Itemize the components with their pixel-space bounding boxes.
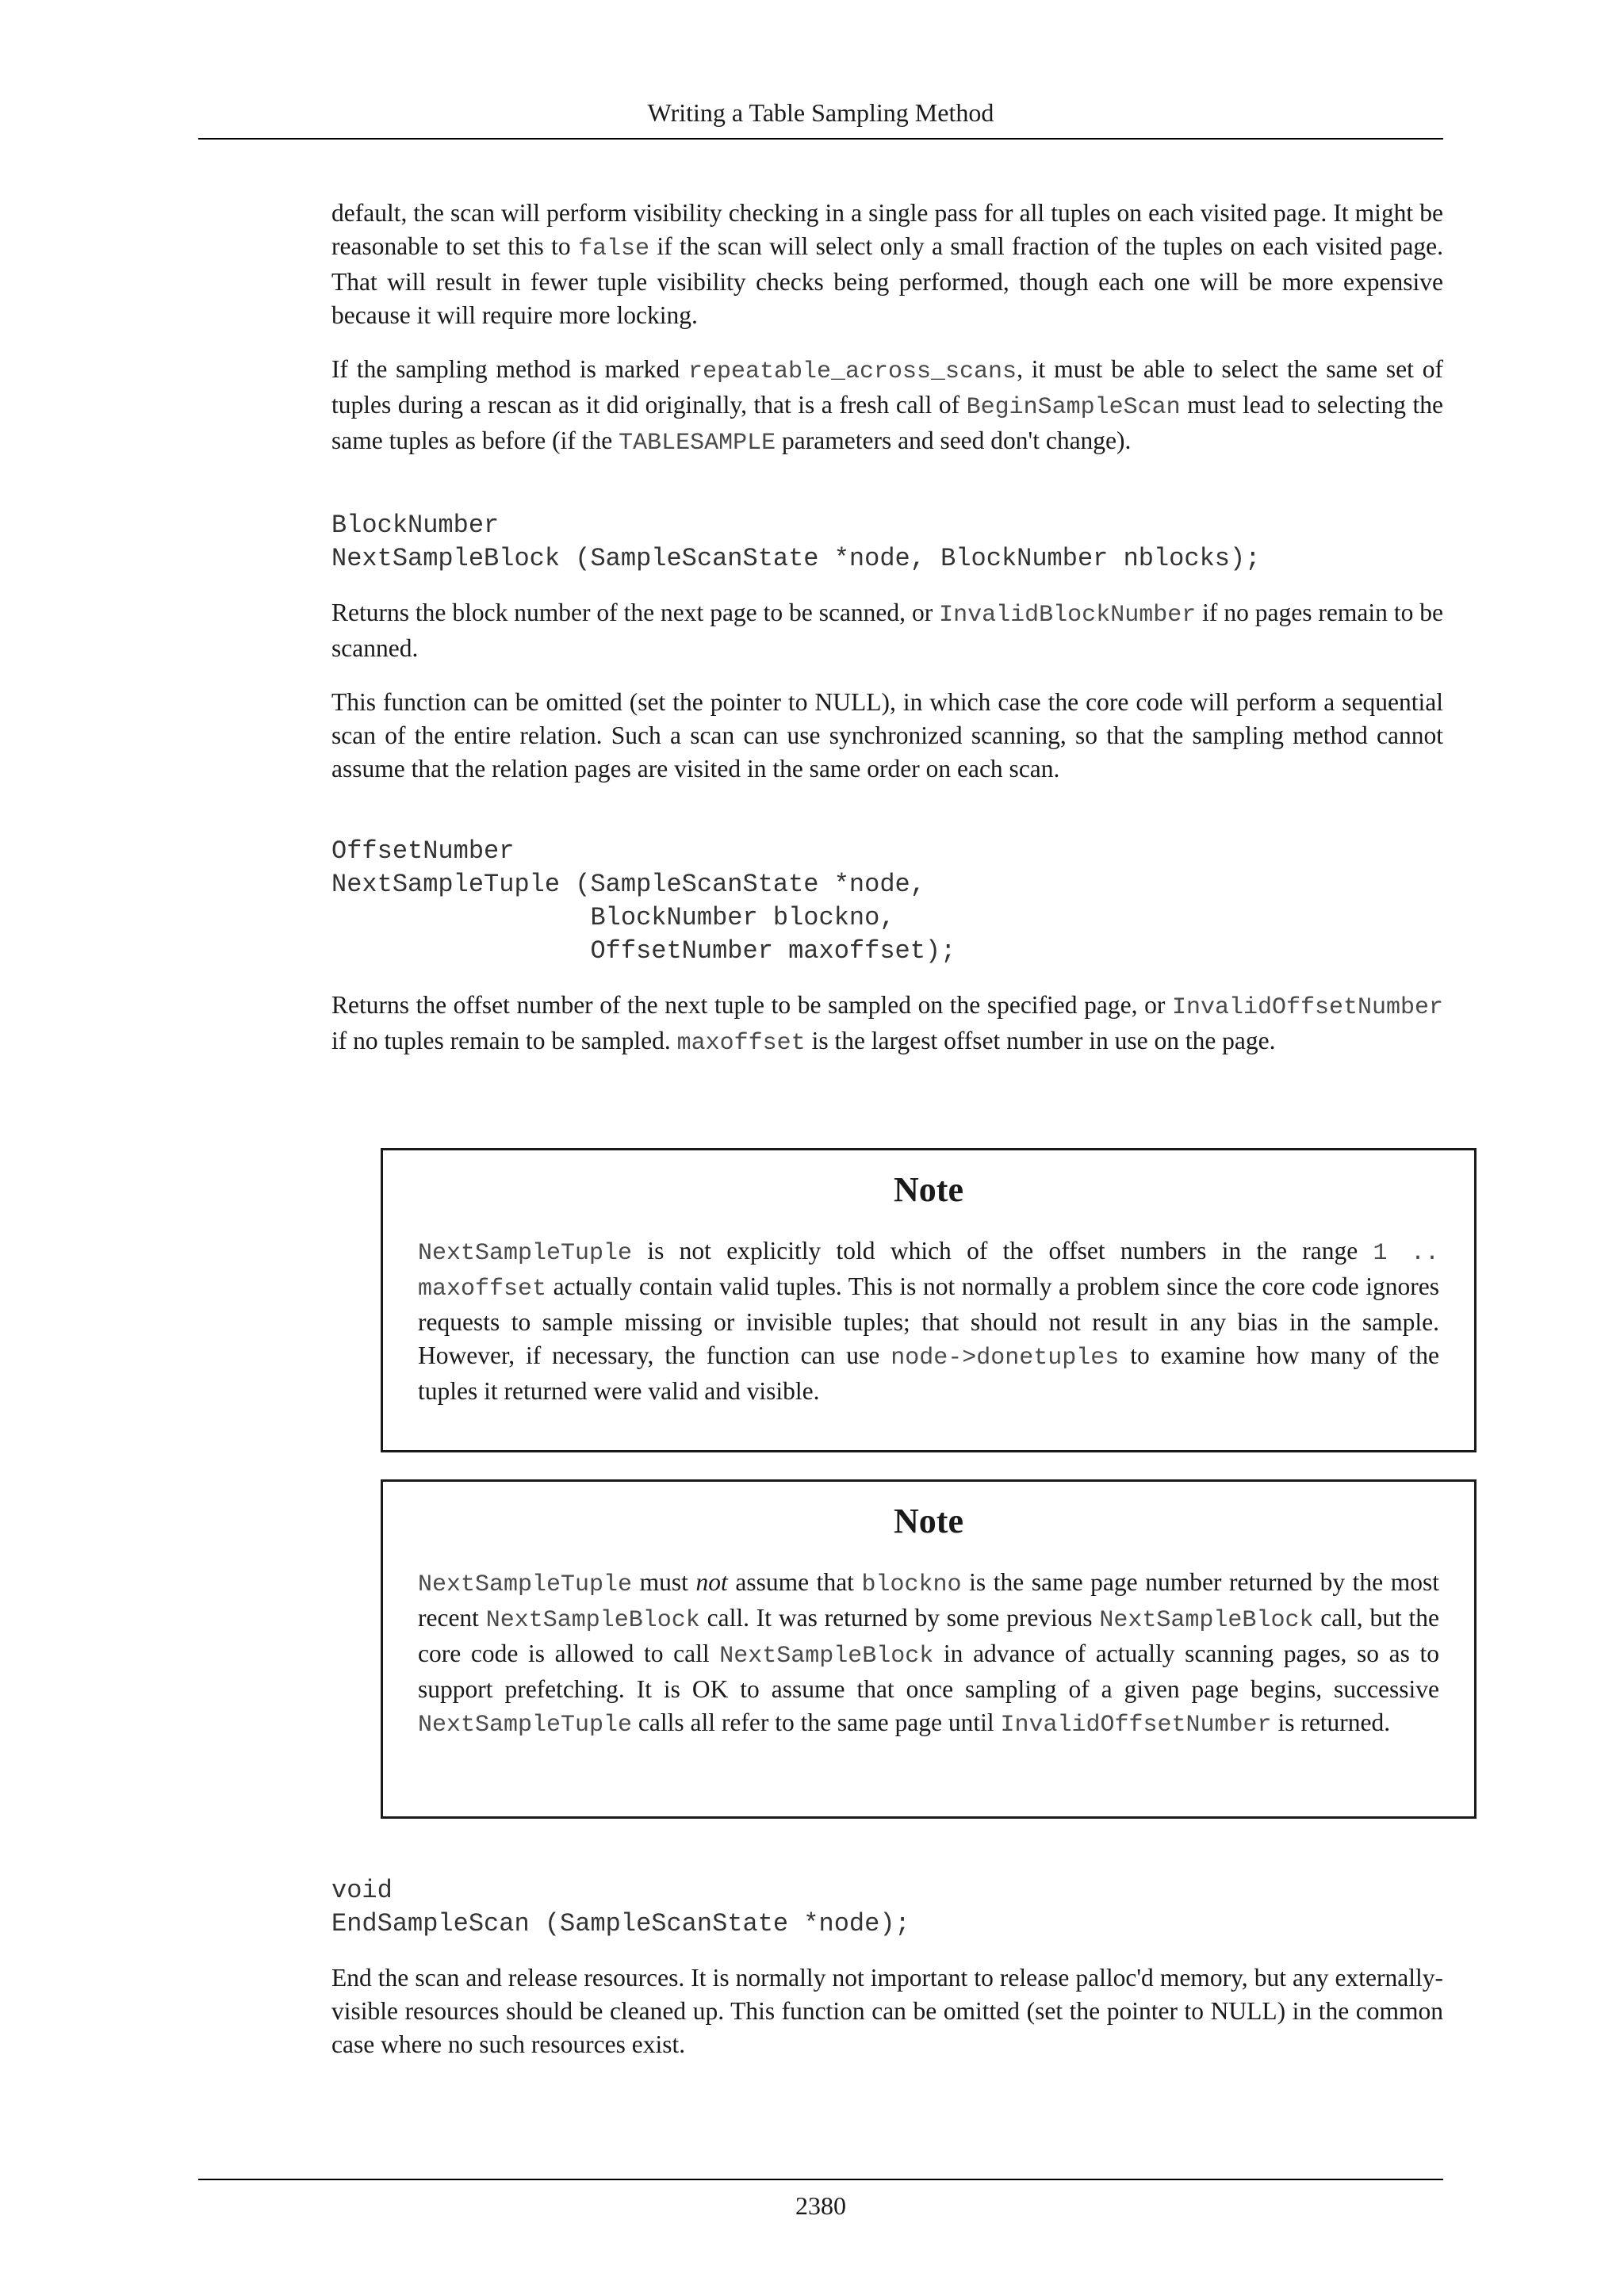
text-run: is returned. <box>1271 1709 1391 1736</box>
code-tablesample: TABLESAMPLE <box>619 430 776 457</box>
text-run: parameters and seed don't change). <box>776 427 1132 454</box>
code-invalid-offset-number: InvalidOffsetNumber <box>1171 994 1443 1021</box>
code-invalid-block-number: InvalidBlockNumber <box>939 602 1197 629</box>
synopsis-next-sample-tuple: OffsetNumber NextSampleTuple (SampleScanState *node, BlockNumber blockno, OffsetNumber maxoffset); <box>331 836 956 966</box>
note-title: Note <box>894 1502 963 1540</box>
emphasis-not: not <box>695 1568 728 1596</box>
code-blockno: blockno <box>861 1571 962 1598</box>
text-run: is the largest offset number in use on the page. <box>805 1027 1276 1054</box>
text-run: call, but the core code is allowed to call <box>418 1604 1440 1667</box>
paragraph-repeatable-across-scans <box>331 353 1443 460</box>
text-run: default, the scan will perform visibility checking in a single pass for all tuples on each visited page. It might be reasonable to set this to <box>331 199 1443 260</box>
text-run: call. It was returned by some previous <box>699 1604 1100 1632</box>
text-run: assume that <box>727 1568 862 1596</box>
text-run: to examine how many of the tuples it returned were valid and visible. <box>418 1341 1440 1405</box>
text-run: if the scan will select only a small fraction of the tuples on each visited page. That will result in fewer tuple visibility checks being performed, though each one will be more expensive because it will require more locking. <box>331 232 1443 329</box>
note-box-offset-range <box>381 1148 1477 1452</box>
text-run: Returns the block number of the next page to be scanned, or <box>331 599 940 626</box>
code-begin-sample-scan: BeginSampleScan <box>966 394 1181 421</box>
code-next-sample-tuple: NextSampleTuple <box>418 1571 633 1598</box>
paragraph-next-sample-block-returns <box>331 596 1443 665</box>
page-body-end <box>331 1874 1443 2061</box>
code-node-donetuples: node->donetuples <box>891 1345 1120 1372</box>
text-run: Returns the offset number of the next tuple to be sampled on the specified page, or <box>331 991 1172 1019</box>
text-run: if no pages remain to be scanned. <box>331 599 1443 662</box>
note-text <box>418 1566 1439 1742</box>
paragraph-next-sample-tuple-returns <box>331 989 1443 1060</box>
paragraph-function-omitted: This function can be omitted (set the pointer to NULL), in which case the core code will perform a sequential scan of the entire relation. Such a scan can use synchronized scanning, so that the sampling method cannot assume that the relation pages are visited in the same order on each scan. <box>331 688 1443 783</box>
note-box-blockno <box>381 1479 1477 1819</box>
page-number: 2380 <box>795 2191 846 2220</box>
code-next-sample-block: NextSampleBlock <box>485 1607 700 1634</box>
header-title: Writing a Table Sampling Method <box>647 98 994 127</box>
text-run: must <box>632 1568 696 1596</box>
code-maxoffset: maxoffset <box>676 1030 806 1057</box>
code-next-sample-block: NextSampleBlock <box>1099 1607 1314 1634</box>
running-footer <box>198 2179 1443 2225</box>
code-false: false <box>578 235 650 262</box>
code-offset-range: 1 .. maxoffset <box>418 1240 1439 1303</box>
text-run: in advance of actually scanning pages, so as to support prefetching. It is OK to assume that once sampling of a given page begins, successive <box>418 1640 1440 1703</box>
text-run: must lead to selecting the same tuples as before (if the <box>331 391 1443 454</box>
code-repeatable-across-scans: repeatable_across_scans <box>688 358 1017 385</box>
text-run: is not explicitly told which of the offset numbers in the range <box>632 1237 1373 1265</box>
paragraph-end-sample-scan: End the scan and release resources. It is normally not important to release palloc'd memory, but any externally-visible resources should be cleaned up. This function can be omitted (set the pointer to NULL) in the common case where no such resources exist. <box>331 1964 1443 2058</box>
running-header <box>198 94 1443 140</box>
text-run: if no tuples remain to be sampled. <box>331 1027 677 1054</box>
code-next-sample-tuple: NextSampleTuple <box>418 1712 633 1739</box>
page-body <box>331 197 1443 1060</box>
code-next-sample-block: NextSampleBlock <box>719 1643 934 1670</box>
text-run: actually contain valid tuples. This is not normally a problem since the core code ignores requests to sample missing or invisible tuples; that should not result in any bias in the sample. However, if necessary, the function can use <box>418 1272 1439 1369</box>
text-run: calls all refer to the same page until <box>632 1709 1001 1736</box>
text-run: , it must be able to select the same set of tuples during a rescan as it did originally, that is a fresh call of <box>331 355 1443 419</box>
paragraph-visibility-checking <box>331 197 1443 332</box>
text-run: If the sampling method is marked <box>331 355 688 383</box>
text-run: is the same page number returned by the most recent <box>418 1568 1440 1632</box>
synopsis-next-sample-block: BlockNumber NextSampleBlock (SampleScanState *node, BlockNumber nblocks); <box>331 511 1261 573</box>
code-next-sample-tuple: NextSampleTuple <box>418 1240 633 1267</box>
note-text <box>418 1234 1439 1408</box>
synopsis-end-sample-scan: void EndSampleScan (SampleScanState *node); <box>331 1876 910 1938</box>
code-invalid-offset-number: InvalidOffsetNumber <box>1000 1712 1272 1739</box>
note-title: Note <box>894 1170 963 1209</box>
